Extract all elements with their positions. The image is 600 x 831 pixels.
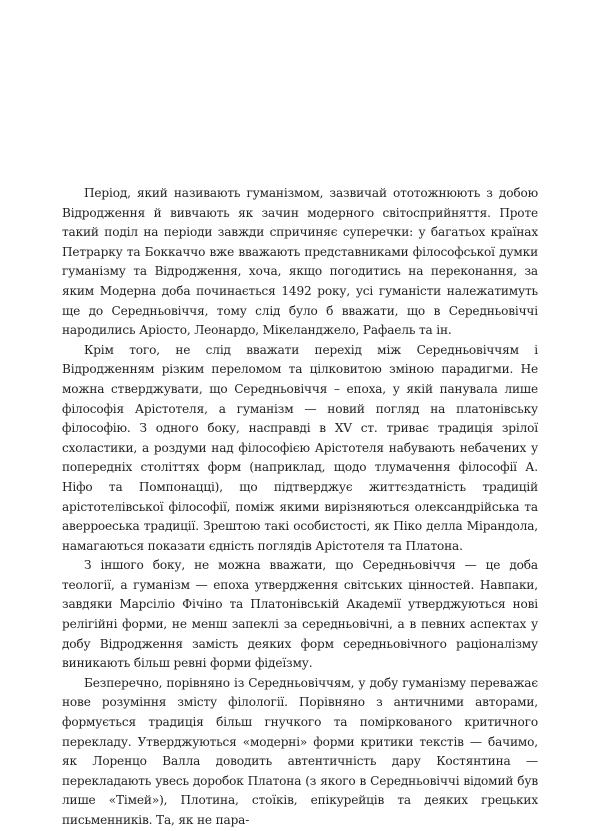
paragraph-2: Крім того, не слід вважати перехід між Середньовіччям і Відродженням різким переломом та цілковитою зміною парадигми. Не можна стверджувати, що Середньовіччя – епоха, у якій панувала лише філософія Арістотеля, а гуманізм — новий погляд на платонівську філософію. З одного боку, насправді в XV ст. триває традиція зрілої схоластики, а роздуми над філософією Арістотеля набувають небачених у попередніх століттях форм (наприклад, щодо тлумачення філософії А. Ніфо та Помпонацці), що підтверджує життєздатність традицій арістотелівської філософії, поміж якими вирізняються олександрійська та аверроеська традиції. Зрештою такі особистості, як Піко делла Мірандола, намагаються показати єдність поглядів Арістотеля та Платона. (62, 342, 538, 553)
page-body (62, 184, 538, 831)
paragraph-1: Період, який називають гуманізмом, зазвичай ототожнюють з добою Відродження й вивчають як зачин модерного світосприйняття. Проте такий поділ на періоди завжди спричиняє суперечки: у багатьох країнах Петрарку та Боккаччо вже вважають представниками філософської думки гуманізму та Відродження, хоча, якщо погодитись на переконання, за яким Модерна доба починається 1492 року, усі гуманісти належатимуть ще до Середньовіччя, тому слід було б вважати, що в Середньовіччі народились Аріосто, Леонардо, Мікеланджело, Рафаель та ін. (62, 186, 538, 338)
paragraph-4: Безперечно, порівняно із Середньовіччям, у добу гуманізму переважає нове розуміння змісту філології. Порівняно з античними авторами, формується традиція більш гнучкого та поміркованого критичного перекладу. Утверджуються «модерні» форми критики текстів — бачимо, як Лоренцо Валла доводить автентичність дару Костянтина — перекладають увесь доробок Платона (з якого в Середньовіччі відомий був лише «Тімей»), Плотина, стоїків, епікурейців та деяких грецьких письменників. Та, як не пара- (62, 675, 538, 827)
paragraph-3: З іншого боку, не можна вважати, що Середньовіччя — це доба теології, а гуманізм — епоха утвердження світських цінностей. Навпаки, завдяки Марсіліо Фічіно та Платонівській Академії утверджуються нові релігійні форми, не менш запеклі за середньовічні, а в певних аспектах у добу Відродження замість деяких форм середньовічного раціоналізму виникають більш ревні форми фідеїзму. (62, 558, 538, 671)
